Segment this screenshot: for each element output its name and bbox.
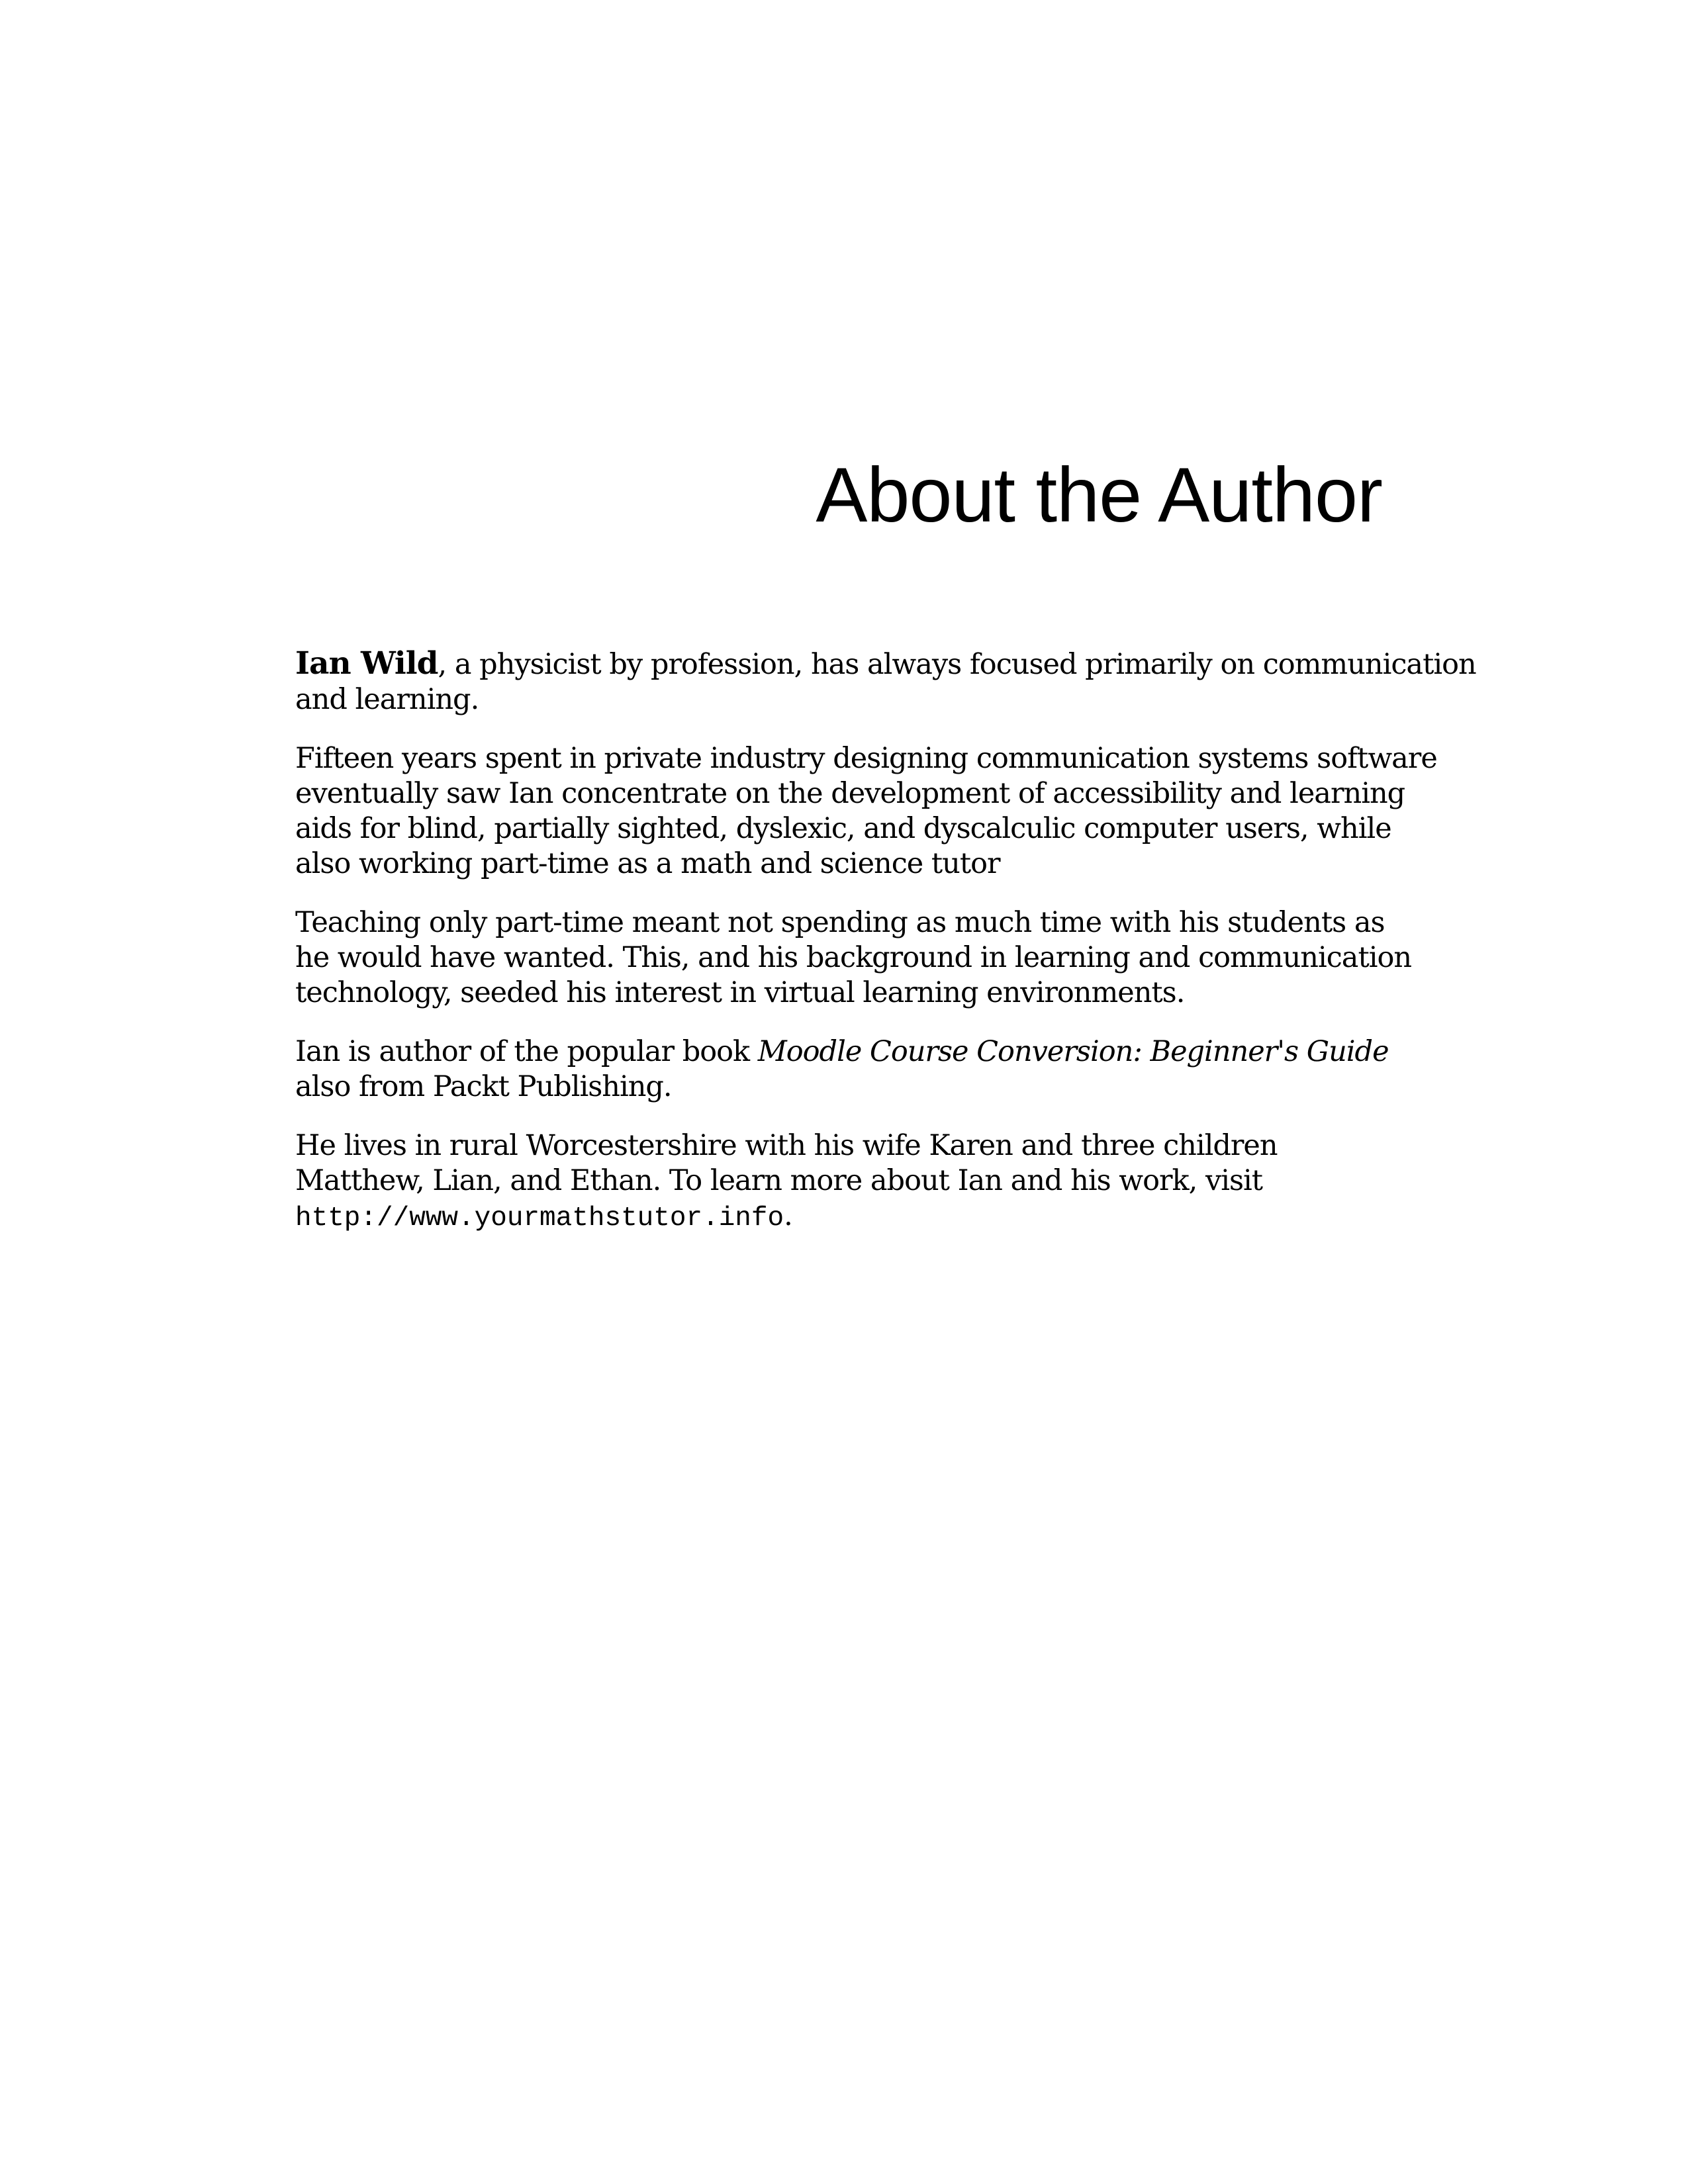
author-bio bbox=[295, 645, 1476, 1260]
bio-line: also from Packt Publishing. bbox=[295, 1070, 672, 1103]
bio-paragraph-book bbox=[295, 1034, 1389, 1105]
bio-paragraph-career bbox=[295, 741, 1437, 882]
bio-line bbox=[295, 1199, 1381, 1236]
bio-line: He lives in rural Worcestershire with his wife Karen and three children bbox=[295, 1129, 1278, 1162]
bio-text: , a physicist by profession, has always focused primarily on communication bbox=[438, 648, 1476, 681]
bio-line: Matthew, Lian, and Ethan. To learn more about Ian and his work, visit bbox=[295, 1164, 1263, 1197]
bio-paragraph-teaching bbox=[295, 905, 1412, 1011]
bio-text: . bbox=[784, 1199, 792, 1232]
author-name: Ian Wild bbox=[295, 645, 438, 682]
bio-line: he would have wanted. This, and his background in learning and communication bbox=[295, 941, 1412, 974]
bio-paragraph-personal bbox=[295, 1128, 1381, 1236]
bio-line: also working part-time as a math and science tutor bbox=[295, 847, 1000, 880]
bio-line bbox=[295, 645, 1476, 682]
bio-line: and learning. bbox=[295, 683, 479, 716]
page-title: About the Author bbox=[816, 451, 1382, 538]
bio-paragraph-intro bbox=[295, 645, 1476, 717]
bio-line: technology, seeded his interest in virtual learning environments. bbox=[295, 976, 1185, 1009]
website-link[interactable]: http://www.yourmathstutor.info bbox=[295, 1203, 784, 1234]
bio-line: aids for blind, partially sighted, dyslexic, and dyscalculic computer users, while bbox=[295, 812, 1391, 845]
book-title: Moodle Course Conversion: Beginner's Guide bbox=[757, 1035, 1389, 1068]
bio-text: Ian is author of the popular book bbox=[295, 1035, 758, 1068]
bio-line: Teaching only part-time meant not spending as much time with his students as bbox=[295, 906, 1385, 939]
bio-line bbox=[295, 1034, 1389, 1069]
bio-line: eventually saw Ian concentrate on the development of accessibility and learning bbox=[295, 777, 1405, 810]
bio-line: Fifteen years spent in private industry designing communication systems software bbox=[295, 742, 1437, 775]
